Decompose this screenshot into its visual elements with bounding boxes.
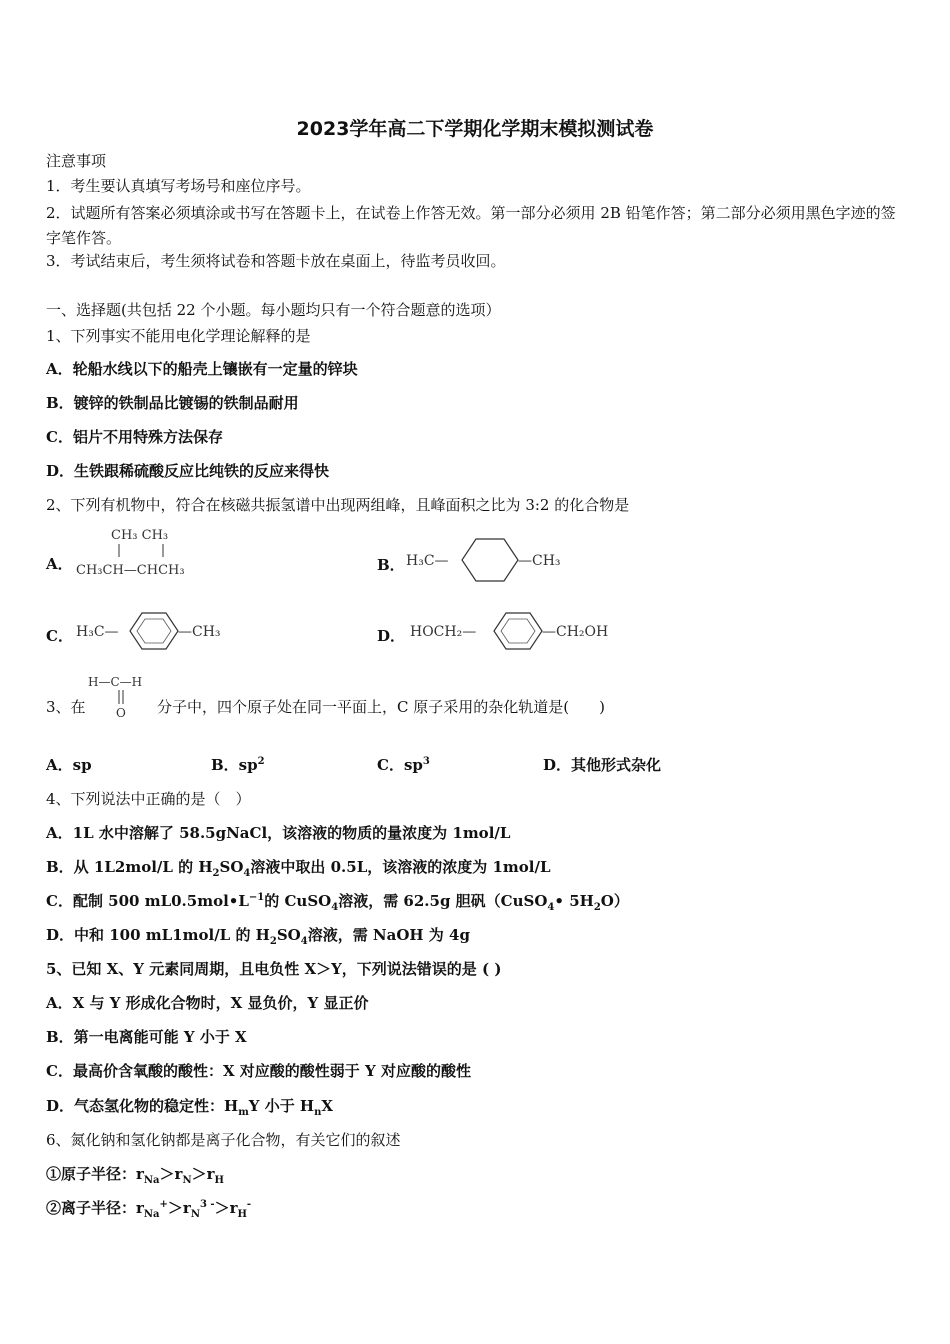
q2-a-bottom: CH₃CH—CHCH₃ [76, 563, 185, 578]
q3-option-a: A．sp [46, 756, 92, 774]
q1-option-d: D．生铁跟稀硫酸反应比纯铁的反应来得快 [46, 462, 330, 480]
q5-stem: 5、已知 X、Y 元素同周期，且电负性 X＞Y，下列说法错误的是 ( ) [46, 960, 502, 978]
q2-b-left: H₃C— [406, 553, 449, 569]
q2-label-c: C． [46, 627, 73, 645]
notice-item-3: 3．考试结束后，考生须将试卷和答题卡放在桌面上，待监考员收回。 [46, 252, 506, 270]
notice-item-2: 2．试题所有答案必须填涂或书写在答题卡上，在试卷上作答无效。第一部分必须用 2B 铅笔作答；第二部分必须用黑色字迹的签字笔作答。 [46, 204, 896, 247]
q2-c-right: —CH₃ [178, 624, 221, 640]
q2-a-top: CH₃ CH₃ [111, 528, 169, 543]
q2-c-left: H₃C— [76, 624, 119, 640]
q1-option-b: B．镀锌的铁制品比镀锡的铁制品耐用 [46, 394, 299, 412]
q2-structure-b [406, 535, 586, 589]
q2-structure-d [410, 610, 640, 658]
q2-label-a: A． [46, 555, 73, 573]
q5-option-d: D．气态氢化物的稳定性：$H_mY$ 小于 $H_nX$ [46, 1097, 334, 1118]
q6-statement-2: ②离子半径：$r_{Na}^+>r_N^{3 -}>r_H^-$ [46, 1199, 252, 1220]
page-title: 2023学年高二下学期化学期末模拟测试卷 [296, 118, 654, 140]
q6-statement-1: ①原子半径：$r_{Na}>r_N>r_H$ [46, 1165, 224, 1186]
q6-stem: 6、氮化钠和氢化钠都是离子化合物，有关它们的叙述 [46, 1131, 401, 1149]
q3-option-b: B．$sp^2$ [211, 756, 265, 774]
q3-option-c: C．$sp^3$ [377, 756, 430, 774]
q1-stem: 1、下列事实不能用电化学理论解释的是 [46, 327, 311, 345]
q3-option-d: D．其他形式杂化 [543, 756, 662, 774]
q2-d-left: HOCH₂— [410, 624, 477, 640]
q3-struct-top: H—C—H [88, 675, 143, 689]
q4-option-a: A．1L 水中溶解了 58.5gNaCl，该溶液的物质的量浓度为 1mol/L [46, 824, 511, 842]
q2-label-d: D． [377, 627, 406, 645]
q3-prefix: 3、在 [46, 698, 86, 716]
q1-option-a: A．轮船水线以下的船壳上镶嵌有一定量的锌块 [46, 360, 358, 378]
q2-structure-a [76, 524, 226, 588]
q3-struct-bottom: O [116, 706, 126, 720]
q4-option-b: B．从 1L2mol/L 的 $H_2SO_4$溶液中取出 0.5L，该溶液的浓度为 1mol/L [46, 858, 551, 879]
q5-option-b: B．第一电离能可能 Y 小于 X [46, 1028, 247, 1046]
q5-option-c: C．最高价含氧酸的酸性：X 对应酸的酸性弱于 Y 对应酸的酸性 [46, 1062, 471, 1080]
q2-label-b: B． [377, 556, 405, 574]
q4-option-c: C．配制 500 $mL0.5mol•L^{-1}$的 CuSO$_4$溶液，需 62.5g 胆矾（CuSO$_4$• $5H_2O$） [46, 892, 629, 913]
q3-stem: 分子中，四个原子处在同一平面上，C 原子采用的杂化轨道是( ) [157, 698, 605, 716]
q4-option-d: D．中和 100 mL1mol/L 的 $H_2SO_4$溶液，需 NaOH 为 4g [46, 926, 470, 947]
q3-formaldehyde-structure [88, 672, 158, 726]
q2-structure-c [76, 610, 236, 658]
q4-stem: 4、下列说法中正确的是（ ） [46, 790, 251, 808]
q2-d-right: —CH₂OH [542, 624, 609, 640]
q2-stem: 2、下列有机物中，符合在核磁共振氢谱中出现两组峰，且峰面积之比为 3:2 的化合物是 [46, 496, 630, 514]
q2-b-right: —CH₃ [518, 553, 561, 569]
q5-option-a: A．X 与 Y 形成化合物时，X 显负价，Y 显正价 [46, 994, 369, 1012]
q1-option-c: C．铝片不用特殊方法保存 [46, 428, 223, 446]
notice-item-1: 1．考生要认真填写考场号和座位序号。 [46, 177, 311, 195]
notice-heading: 注意事项 [46, 152, 107, 170]
section-heading: 一、选择题(共包括 22 个小题。每小题均只有一个符合题意的选项） [46, 301, 501, 319]
